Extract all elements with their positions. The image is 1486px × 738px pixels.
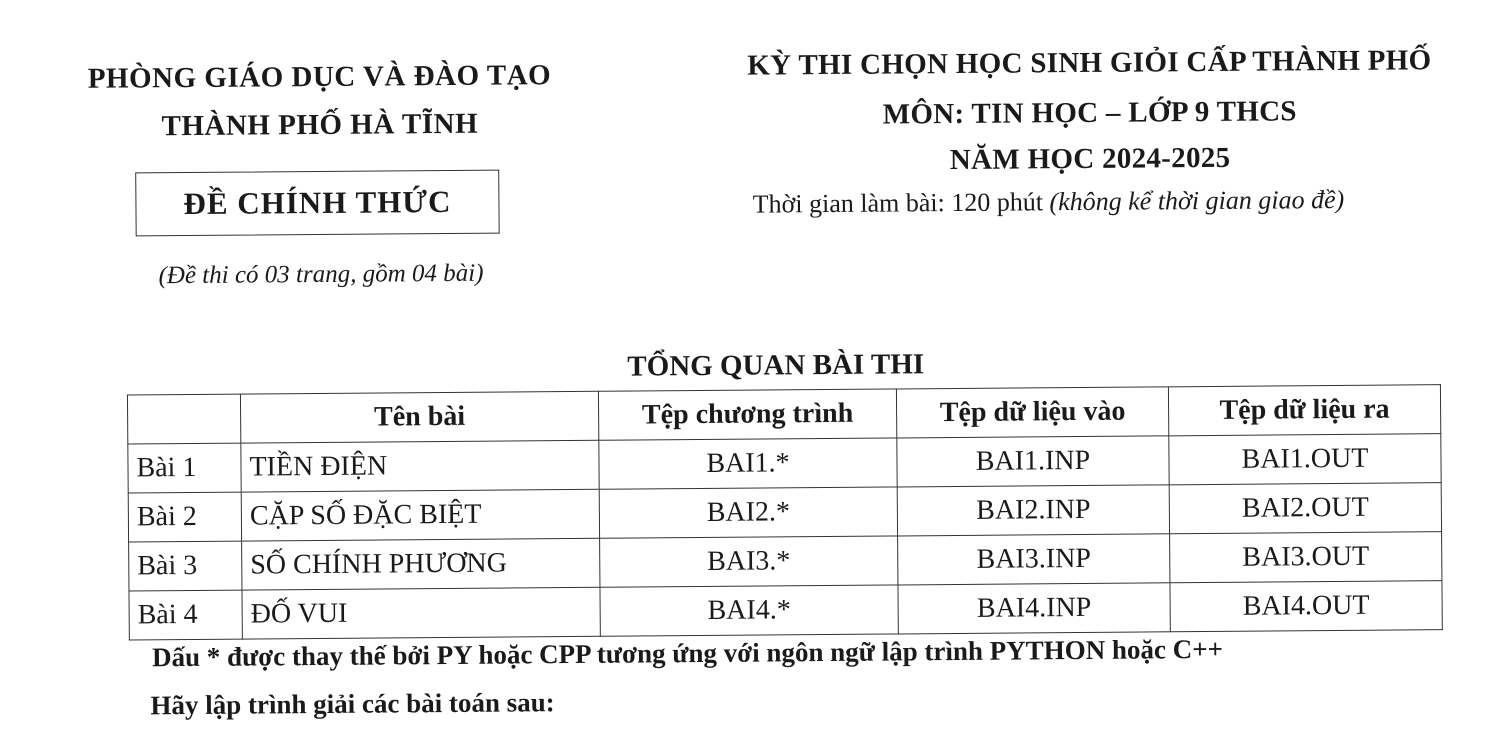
- problem-name: TIỀN ĐIỆN: [241, 440, 599, 492]
- school-year: NĂM HỌC 2024-2025: [949, 141, 1231, 177]
- input-file: BAI1.INP: [897, 436, 1169, 487]
- duration-label: Thời gian làm bài: 120 phút: [752, 187, 1050, 219]
- problem-number: Bài 1: [128, 443, 241, 493]
- exam-page-note: (Đề thi có 03 trang, gồm 04 bài): [158, 259, 484, 290]
- output-file: BAI2.OUT: [1169, 483, 1441, 534]
- instruction-text: Hãy lập trình giải các bài toán sau:: [150, 687, 555, 721]
- header-cell: Tệp dữ liệu ra: [1168, 385, 1440, 436]
- overview-table: [127, 384, 1443, 640]
- department-name: PHÒNG GIÁO DỤC VÀ ĐÀO TẠO: [87, 59, 552, 95]
- problem-number: Bài 2: [128, 492, 241, 542]
- problem-name: ĐỐ VUI: [242, 587, 600, 639]
- table-row: [129, 581, 1442, 640]
- city-name: THÀNH PHỐ HÀ TĨNH: [161, 107, 479, 143]
- problem-number: Bài 3: [129, 541, 242, 591]
- problem-number: Bài 4: [129, 590, 242, 640]
- program-file: BAI4.*: [600, 585, 898, 636]
- header-cell: Tên bài: [240, 391, 598, 443]
- input-file: BAI3.INP: [898, 534, 1170, 585]
- problem-name: SỐ CHÍNH PHƯƠNG: [242, 538, 600, 590]
- subject-line: MÔN: TIN HỌC – LỚP 9 THCS: [882, 95, 1297, 131]
- duration-note: (không kể thời gian giao đề): [1049, 184, 1345, 217]
- input-file: BAI4.INP: [898, 583, 1170, 634]
- program-file: BAI2.*: [599, 487, 897, 538]
- input-file: BAI2.INP: [897, 485, 1169, 536]
- problem-name: CẶP SỐ ĐẶC BIỆT: [241, 489, 599, 541]
- exam-duration: [753, 185, 1345, 220]
- overview-title: TỔNG QUAN BÀI THI: [627, 348, 925, 383]
- header-cell: Tệp dữ liệu vào: [896, 387, 1168, 438]
- file-extension-note: Dấu * được thay thế bởi PY hoặc CPP tương ứng với ngôn ngữ lập trình PYTHON hoặc C++: [151, 633, 1224, 673]
- exam-title: KỲ THI CHỌN HỌC SINH GIỎI CẤP THÀNH PHỐ: [747, 44, 1432, 82]
- program-file: BAI1.*: [599, 438, 897, 489]
- header-cell: [127, 394, 240, 444]
- program-file: BAI3.*: [600, 536, 898, 587]
- official-exam-box: ĐỀ CHÍNH THỨC: [135, 170, 499, 237]
- output-file: BAI4.OUT: [1170, 581, 1442, 632]
- output-file: BAI1.OUT: [1169, 434, 1441, 485]
- header-cell: Tệp chương trình: [598, 389, 896, 440]
- output-file: BAI3.OUT: [1170, 532, 1442, 583]
